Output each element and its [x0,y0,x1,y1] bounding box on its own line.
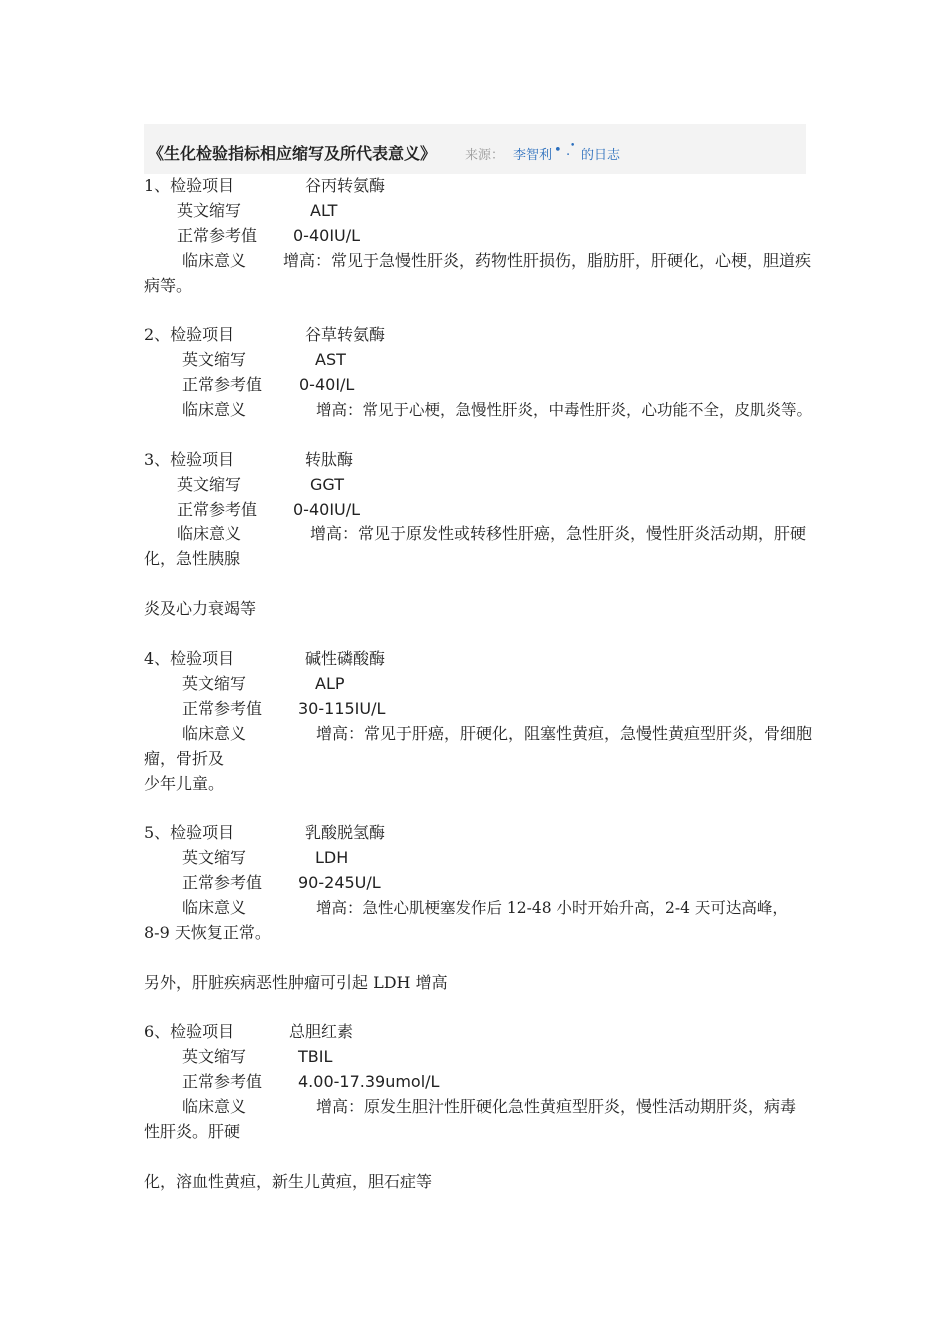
abbr-label: 英文缩写 [177,201,242,220]
ref-value: 90-245U/L [298,873,381,892]
abbr-label: 英文缩写 [182,848,247,867]
sig-text-line-2: 8-9 天恢复正常。 [144,923,271,942]
abbr-value: TBIL [298,1047,333,1066]
ref-value: 4.00-17.39umol/L [298,1072,440,1091]
abbr-label: 英文缩写 [177,475,242,494]
sig-text-line-3: 另外，肝脏疾病恶性肿瘤可引起 LDH 增高 [144,973,448,992]
sig-label: 临床意义 [182,251,247,270]
ref-label: 正常参考值 [177,500,258,519]
abbr-label: 英文缩写 [182,1047,247,1066]
ref-value: 0-40I/L [299,375,355,394]
ref-value: 30-115IU/L [298,699,386,718]
sig-label: 临床意义 [182,400,247,419]
item-heading: 6、检验项目 [144,1022,235,1041]
ref-value: 0-40IU/L [293,226,361,245]
abbr-value: GGT [310,475,344,494]
item-name: 总胆红素 [289,1022,354,1041]
sig-text-line-1: 增高：常见于原发性或转移性肝癌，急性肝炎，慢性肝炎活动期，肝硬 [310,524,807,543]
sig-text-line-1: 增高：常见于急慢性肝炎，药物性肝损伤，脂肪肝，肝硬化，心梗，胆道疾 [283,251,812,270]
source-dot-2[interactable]: . [566,144,571,159]
sig-text-line-1: 增高：常见于心梗，急慢性肝炎，中毒性肝炎，心功能不全，皮肌炎等。 [316,401,813,419]
source-author-link[interactable]: 李智利 [513,148,553,163]
abbr-value: LDH [315,848,349,867]
sig-text-line-3: 化，溶血性黄疸，新生儿黄疸，胆石症等 [144,1172,433,1191]
item-name: 碱性磷酸酶 [305,649,386,668]
ref-label: 正常参考值 [182,375,263,394]
abbr-label: 英文缩写 [182,350,247,369]
ref-label: 正常参考值 [182,699,263,718]
abbr-value: ALP [315,674,345,693]
item-name: 乳酸脱氢酶 [305,823,386,842]
sig-label: 临床意义 [182,1097,247,1116]
sig-label: 临床意义 [177,524,242,543]
item-heading: 2、检验项目 [144,325,235,344]
sig-text-line-2: 瘤，骨折及 [144,749,225,768]
article-header [144,124,806,174]
sig-text-line-3: 少年儿童。 [144,774,225,793]
item-name: 谷丙转氨酶 [305,176,386,195]
source-dot-3[interactable]: • [570,141,576,151]
sig-text-line-2: 化，急性胰腺 [144,549,241,568]
sig-text-line-1: 增高：原发生胆汁性肝硬化急性黄疸型肝炎，慢性活动期肝炎，病毒 [316,1097,797,1116]
sig-text-line-2: 性肝炎。肝硬 [144,1122,241,1141]
sig-label: 临床意义 [182,724,247,743]
abbr-label: 英文缩写 [182,674,247,693]
sig-text-line-1: 增高：常见于肝癌，肝硬化，阻塞性黄疸，急慢性黄疸型肝炎，骨细胞 [316,724,813,743]
sig-text-line-2: 病等。 [144,276,193,295]
sig-text-line-1: 增高：急性心肌梗塞发作后 12-48 小时开始升高，2-4 天可达高峰， [316,899,788,917]
abbr-value: ALT [310,201,338,220]
sig-text-line-3: 炎及心力衰竭等 [144,599,257,618]
ref-label: 正常参考值 [182,1072,263,1091]
item-name: 谷草转氨酶 [305,325,386,344]
item-heading: 4、检验项目 [144,649,235,668]
source-diary-link[interactable]: 的日志 [581,148,621,163]
ref-label: 正常参考值 [182,873,263,892]
abbr-value: AST [315,350,346,369]
item-name: 转肽酶 [305,450,354,469]
item-heading: 5、检验项目 [144,823,235,842]
item-heading: 3、检验项目 [144,450,235,469]
article-title: 《生化检验指标相应缩写及所代表意义》 [148,144,437,163]
source-dot-1[interactable]: • [554,143,562,158]
sig-label: 临床意义 [182,898,247,917]
item-heading: 1、检验项目 [144,176,235,195]
source-label: 来源： [465,148,505,163]
ref-label: 正常参考值 [177,226,258,245]
ref-value: 0-40IU/L [293,500,361,519]
